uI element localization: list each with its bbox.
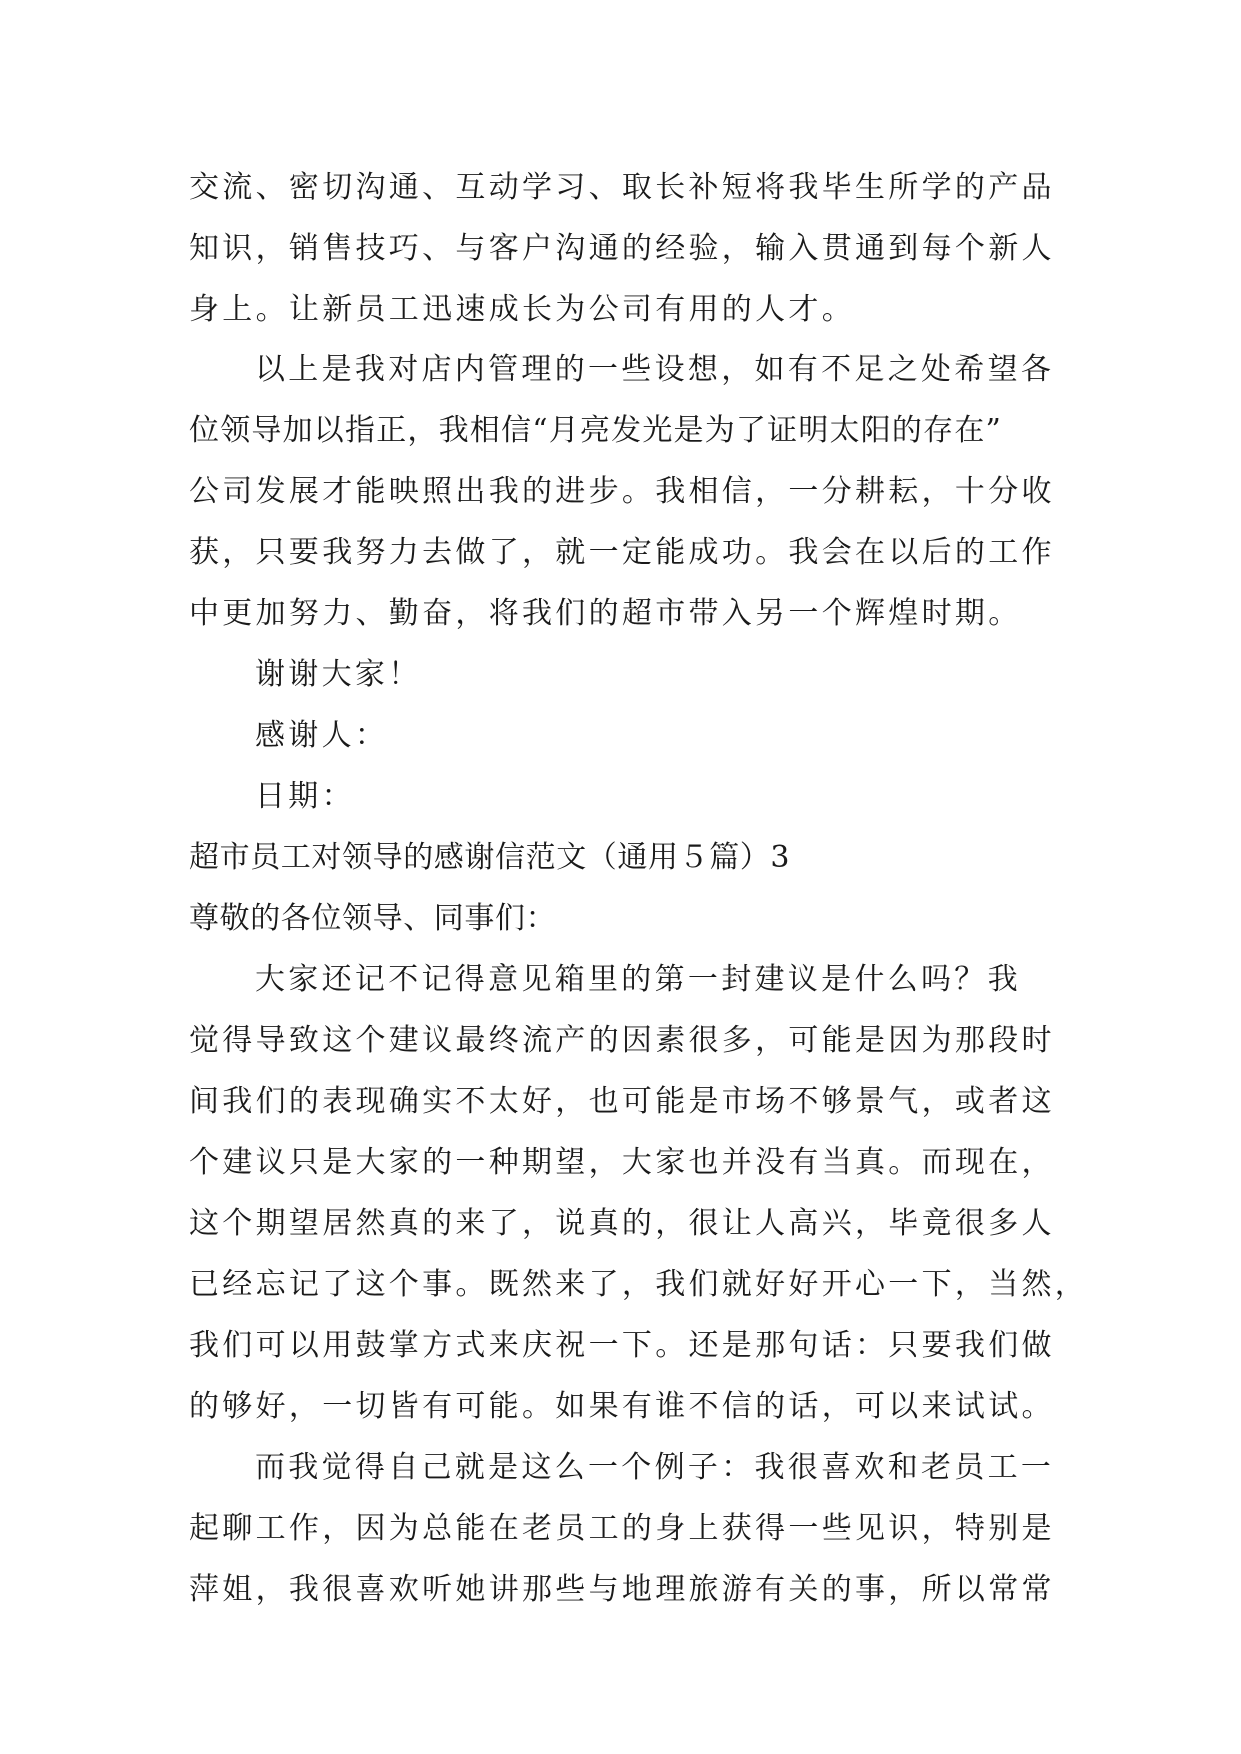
paragraph-line: 这个期望居然真的来了，说真的，很让人高兴，毕竟很多人 [189, 1206, 1055, 1241]
paragraph-line: 位领导加以指正，我相信“月亮发光是为了证明太阳的存在” [189, 413, 1003, 448]
paragraph-line: 已经忘记了这个事。既然来了，我们就好好开心一下，当然， [189, 1267, 1089, 1302]
paragraph-line: 获，只要我努力去做了，就一定能成功。我会在以后的工作 [189, 535, 1055, 570]
paragraph-line: 交流、密切沟通、互动学习、取长补短将我毕生所学的产品 [189, 170, 1055, 205]
paragraph-line: 中更加努力、勤奋，将我们的超市带入另一个辉煌时期。 [189, 596, 1022, 631]
paragraph-line: 知识，销售技巧、与客户沟通的经验，输入贯通到每个新人 [189, 231, 1055, 266]
paragraph-line: 起聊工作，因为总能在老员工的身上获得一些见识，特别是 [189, 1511, 1055, 1546]
paragraph-line: 身上。让新员工迅速成长为公司有用的人才。 [189, 292, 855, 327]
paragraph-line: 公司发展才能映照出我的进步。我相信，一分耕耘，十分收 [189, 474, 1055, 509]
section-heading: 超市员工对领导的感谢信范文（通用５篇）3 [189, 840, 791, 875]
paragraph-line: 我们可以用鼓掌方式来庆祝一下。还是那句话：只要我们做 [189, 1328, 1055, 1363]
paragraph-line: 以上是我对店内管理的一些设想，如有不足之处希望各 [255, 352, 1055, 387]
paragraph-line: 间我们的表现确实不太好，也可能是市场不够景气，或者这 [189, 1084, 1055, 1119]
closing-thanks: 谢谢大家！ [255, 657, 422, 692]
salutation: 尊敬的各位领导、同事们： [189, 901, 557, 936]
paragraph-line: 萍姐，我很喜欢听她讲那些与地理旅游有关的事，所以常常 [189, 1572, 1055, 1607]
paragraph-line: 大家还记不记得意见箱里的第一封建议是什么吗？我 [255, 962, 1021, 997]
signature-label: 感谢人： [255, 718, 389, 753]
paragraph-line: 觉得导致这个建议最终流产的因素很多，可能是因为那段时 [189, 1023, 1055, 1058]
paragraph-line: 个建议只是大家的一种期望，大家也并没有当真。而现在， [189, 1145, 1055, 1180]
date-label: 日期： [255, 779, 355, 814]
paragraph-line: 的够好，一切皆有可能。如果有谁不信的话，可以来试试。 [189, 1389, 1055, 1424]
paragraph-line: 而我觉得自己就是这么一个例子：我很喜欢和老员工一 [255, 1450, 1055, 1485]
